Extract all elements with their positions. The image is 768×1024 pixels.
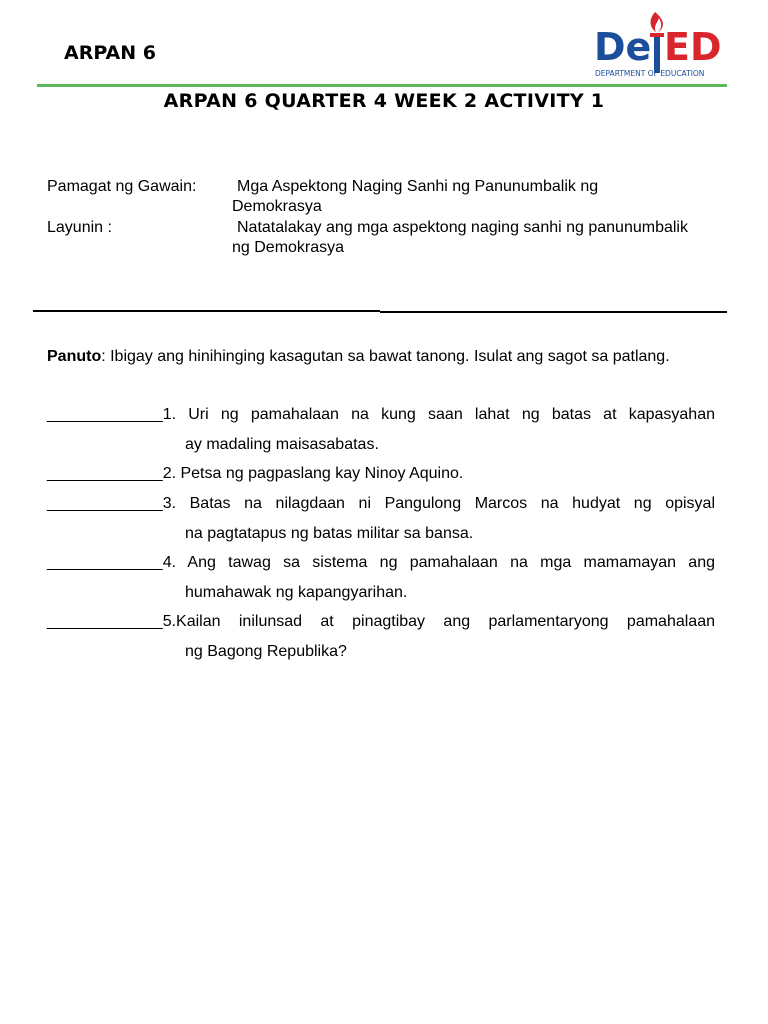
question-text-cont: ng Bagong Republika?: [185, 642, 347, 660]
layunin-label: Layunin :: [47, 219, 112, 236]
pamagat-label: Pamagat ng Gawain:: [47, 178, 197, 195]
svg-text:DEPARTMENT OF EDUCATION: DEPARTMENT OF EDUCATION: [595, 69, 705, 78]
question-2: [47, 459, 715, 489]
question-4: [47, 548, 715, 607]
svg-text:De: De: [594, 25, 652, 69]
torch-icon: [650, 12, 664, 73]
svg-text:ED: ED: [664, 25, 722, 69]
question-text-cont: ay madaling maisasabatas.: [185, 435, 379, 453]
question-text: 5.Kailan inilunsad at pinagtibay ang parlamentaryong pamahalaan: [162, 613, 715, 630]
header-divider: [37, 84, 727, 87]
question-text-cont: na pagtatapus ng batas militar sa bansa.: [185, 524, 474, 542]
subject-label: ARPAN 6: [64, 42, 156, 64]
question-text-cont: humahawak ng kapangyarihan.: [185, 583, 408, 601]
answer-blank[interactable]: _____________: [47, 465, 163, 482]
answer-blank[interactable]: _____________: [47, 613, 163, 630]
question-3: [47, 489, 715, 548]
layunin-value: Natatalakay ang mga aspektong naging sanhi ng panunumbalik ng Demokrasya: [232, 219, 688, 256]
answer-blank[interactable]: _____________: [47, 554, 163, 571]
instructions-label: Panuto: [47, 348, 102, 365]
question-text: 2. Petsa ng pagpaslang kay Ninoy Aquino.: [162, 465, 464, 482]
question-text: 1. Uri ng pamahalaan na kung saan lahat ng batas at kapasyahan: [162, 406, 715, 423]
section-divider-right: [380, 311, 727, 313]
section-divider-left: [33, 310, 380, 312]
question-text: 3. Batas na nilagdaan ni Pangulong Marcos na hudyat ng opisyal: [162, 495, 715, 512]
page-title: ARPAN 6 QUARTER 4 WEEK 2 ACTIVITY 1: [163, 90, 605, 112]
answer-blank[interactable]: _____________: [47, 406, 163, 423]
question-5: [47, 607, 715, 666]
instructions-text: : Ibigay ang hinihinging kasagutan sa bawat tanong. Isulat ang sagot sa patlang.: [101, 348, 670, 365]
answer-blank[interactable]: _____________: [47, 495, 163, 512]
question-1: [47, 400, 715, 459]
instructions: [47, 342, 720, 372]
deped-logo: [592, 10, 732, 78]
pamagat-value: Mga Aspektong Naging Sanhi ng Panunumbalik ng Demokrasya: [232, 178, 599, 215]
question-text: 4. Ang tawag sa sistema ng pamahalaan na mga mamamayan ang: [162, 554, 715, 571]
